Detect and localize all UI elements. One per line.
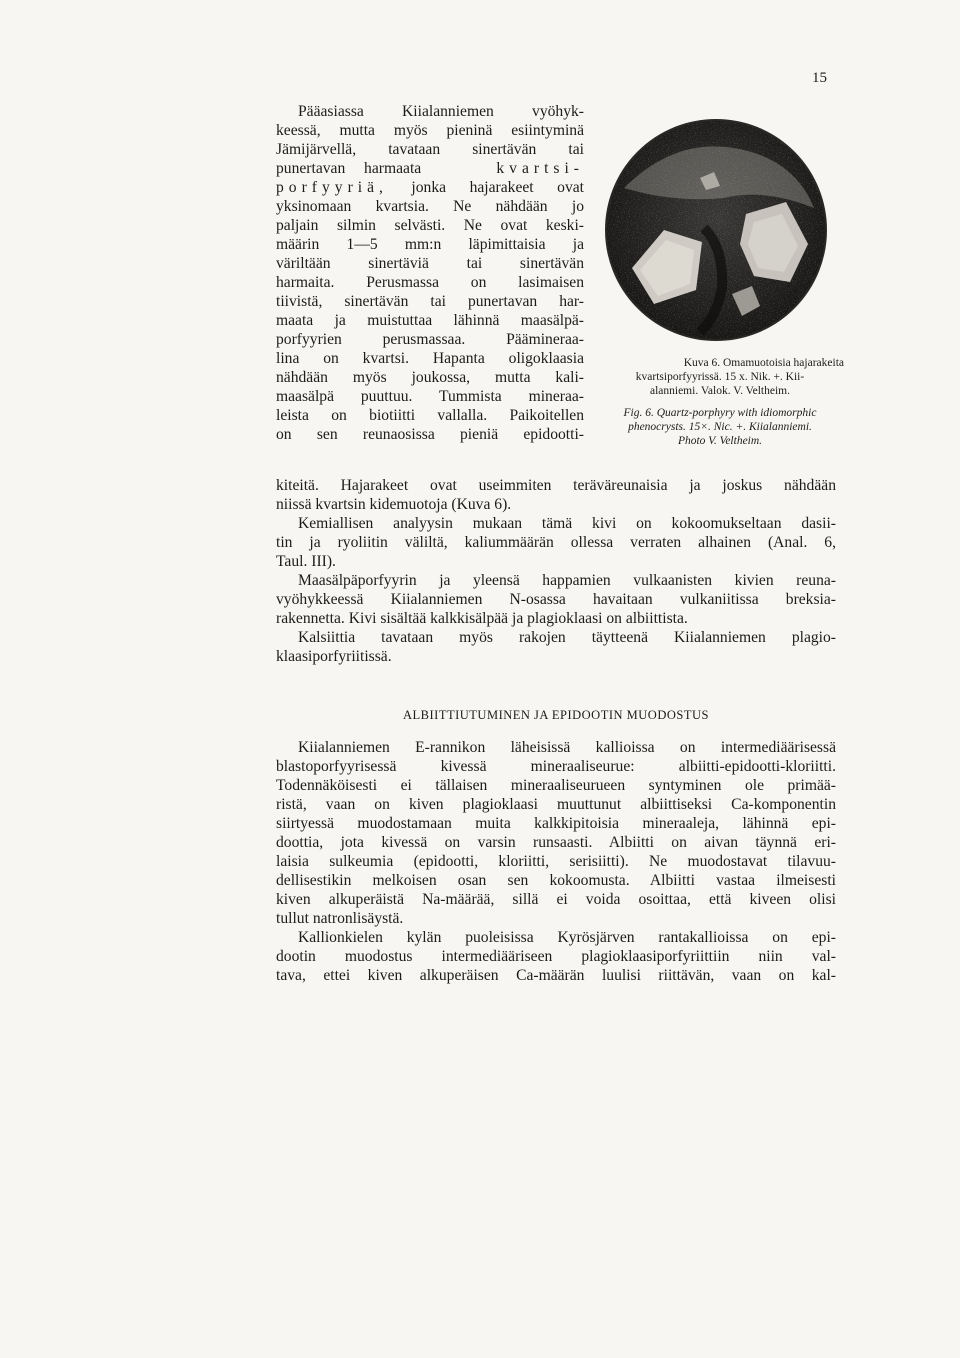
text-line: Taul. III). [276, 553, 336, 570]
text-line [276, 178, 584, 197]
text-line: maasälpä puuttuu. Tummista mineraa- [276, 388, 584, 405]
text-line: leista on biotiitti vallalla. Paikoitellen [276, 407, 584, 424]
text-line: nähdään myös joukossa, mutta kali- [276, 369, 584, 386]
text-line: ristä, vaan on kiven plagioklaasi muuttunut albiittiseksi Ca-komponentin [276, 796, 836, 813]
paragraph [276, 514, 836, 571]
text-line: Kiialanniemen E-rannikon läheisissä kallioissa on intermediäärisessä [298, 739, 836, 756]
section-heading: ALBIITTIUTUMINEN JA EPIDOOTIN MUODOSTUS [403, 708, 709, 722]
text-line: tullut natronlisäystä. [276, 910, 404, 927]
figure-caption [596, 356, 844, 448]
caption-line: Kuva 6. Omamuotoisia hajarakeita [683, 357, 844, 369]
text-line: kiven alkuperäistä Na-määrää, sillä ei voida osoittaa, että kiveen olisi [276, 891, 836, 908]
intro-column [276, 102, 584, 444]
text-line: yksinomaan kvartsia. Ne nähdään jo [276, 198, 584, 215]
micrograph-figure [604, 118, 828, 347]
caption-line-en: Fig. 6. Quartz-porphyry with idiomorphic [623, 407, 817, 419]
emphasis-term: kvartsi- [496, 160, 584, 177]
text-line: Pääasiassa Kiialanniemen vyöhyk- [298, 103, 584, 120]
body-text-bottom [276, 738, 836, 985]
text-line: maata ja muistuttaa lähinnä maasälpä- [276, 312, 584, 329]
text-line: paljain silmin selvästi. Ne ovat keski- [276, 217, 584, 234]
text-line: laisia sulkeumia (epidootti, kloriitti, serisiitti). Ne muodostavat tilavuu- [276, 853, 836, 870]
text-line: niissä kvartsin kidemuotoja (Kuva 6). [276, 496, 512, 513]
text-fragment: punertavan harmaata [276, 160, 422, 177]
text-line: siirtyessä muodostamaan muita kalkkipitoisia mineraaleja, lähinnä epi- [276, 815, 836, 832]
text-line: tin ja ryoliitin väliltä, kaliummäärän ollessa verraten alhainen (Anal. 6, [276, 534, 836, 551]
caption-line-en: Photo V. Veltheim. [677, 435, 763, 447]
text-line: Todennäköisesti ei tällaisen mineraaliseurueen syntyminen ole primää- [276, 777, 836, 794]
text-line: harmaita. Perusmassa on lasimaisen [276, 274, 584, 291]
text-line: lina on kvartsi. Hapanta oligoklaasia [276, 350, 584, 367]
text-line: klaasiporfyriitissä. [276, 648, 392, 665]
text-line: väriltään sinertäviä tai sinertävän [276, 255, 584, 272]
text-line: kiteitä. Hajarakeet ovat useimmiten teräväreunaisia ja joskus nähdään [276, 477, 836, 494]
paragraph [276, 738, 836, 928]
text-line: Kalsiittia tavataan myös rakojen täytteenä Kiialanniemen plagio- [298, 629, 836, 646]
text-line: tiivistä, sinertävän tai punertavan har- [276, 293, 584, 310]
paragraph [276, 571, 836, 628]
body-text-top [276, 476, 836, 666]
text-line: Kallionkielen kylän puoleisissa Kyrösjärven rantakallioissa on epi- [298, 929, 836, 946]
caption-line-en: phenocrysts. 15×. Nic. +. Kiialanniemi. [628, 421, 812, 433]
paragraph [276, 928, 836, 985]
text-fragment: jonka hajarakeet ovat [387, 179, 584, 196]
text-line: rakennetta. Kivi sisältää kalkkisälpää ja plagioklaasi on albiittista. [276, 610, 688, 627]
text-line: vyöhykkeessä Kiialanniemen N-osassa havaitaan vulkaniitissa breksia- [276, 591, 836, 608]
text-line: Jämijärvellä, tavataan sinertävän tai [276, 141, 584, 158]
micrograph-image [604, 118, 828, 342]
paragraph [276, 476, 836, 514]
text-line: keessä, mutta myös pieninä esiintyminä [276, 122, 584, 139]
text-line: dootin muodostus intermediääriseen plagioklaasiporfyriittiin niin val- [276, 948, 836, 965]
text-line: Maasälpäporfyyrin ja yleensä happamien vulkaanisten kivien reuna- [298, 572, 836, 589]
text-line: tava, ettei kiven alkuperäisen Ca-määrän luulisi riittävän, vaan on kal- [276, 967, 836, 984]
caption-line: kvartsiporfyyrissä. 15 x. Nik. +. Kii- [635, 371, 805, 383]
text-line: doottia, jota kivessä on varsin runsaasti. Albiitti on aivan täynnä eri- [276, 834, 836, 851]
emphasis-term: porfyyriä, [276, 179, 388, 196]
text-line: määrin 1—5 mm:n läpimittaisia ja [276, 236, 584, 253]
text-line: blastoporfyyrisessä kivessä mineraaliseurue: albiitti-epidootti-kloriitti. [276, 758, 836, 775]
text-line: dellisestikin melkoisen osan sen kokoomusta. Albiitti vastaa ilmeisesti [276, 872, 836, 889]
page-number: 15 [812, 70, 827, 86]
text-line: Kemiallisen analyysin mukaan tämä kivi on kokoomukseltaan dasii- [298, 515, 836, 532]
caption-line: alanniemi. Valok. V. Veltheim. [649, 385, 791, 397]
text-line: porfyyrien perusmassaa. Päämineraa- [276, 331, 584, 348]
text-line: on sen reunaosissa pieniä epidootti- [276, 426, 584, 443]
text-line [276, 159, 584, 178]
paragraph [276, 628, 836, 666]
